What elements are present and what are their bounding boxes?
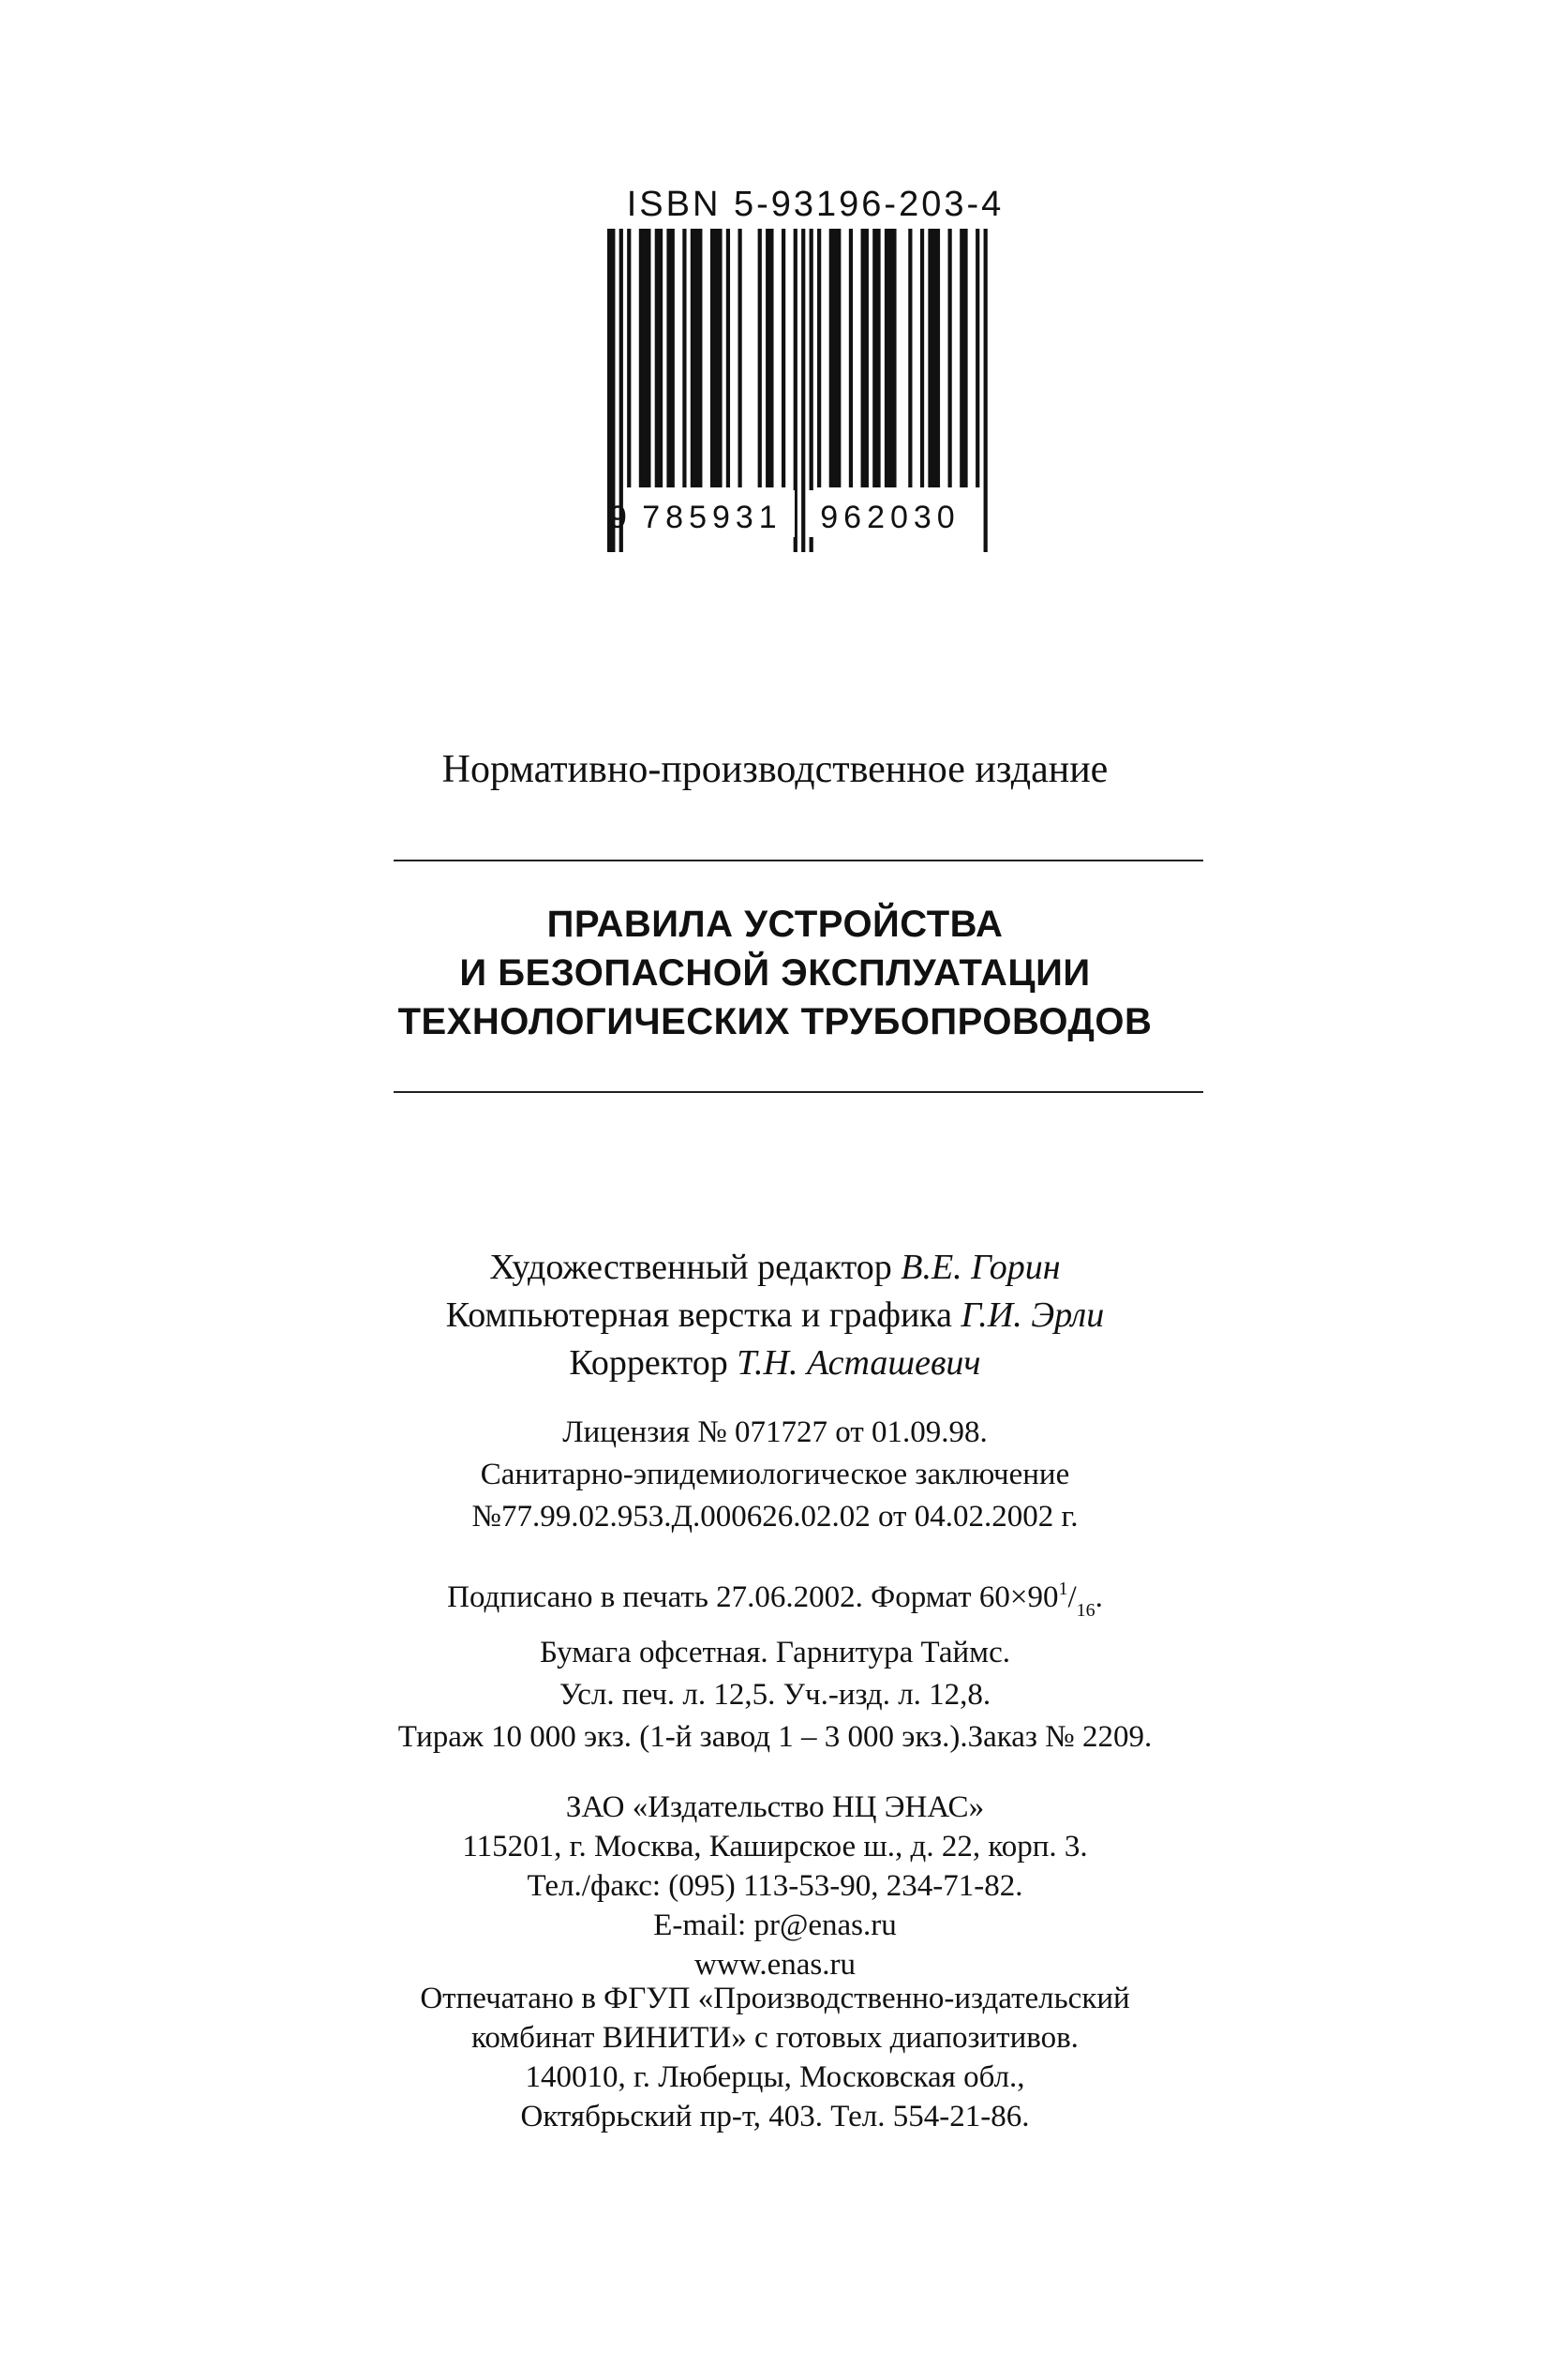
signed-line: Подписано в печать 27.06.2002. Формат $60\times 90^1/_{16}$. [447, 1579, 1103, 1621]
edition-type: Нормативно-производственное издание [441, 748, 1109, 791]
license-block [0, 1412, 1550, 1538]
barcode-bar [758, 229, 762, 487]
format-denominator: 16 [1076, 1600, 1095, 1621]
credit-name: Г.И. Эрли [961, 1295, 1105, 1335]
license-line: Санитарно-эпидемиологическое заключение [480, 1458, 1070, 1491]
barcode-bar [639, 229, 651, 487]
printer-line: комбинат ВИНИТИ» с готовых диапозитивов. [471, 2021, 1079, 2055]
license-line: №77.99.02.953.Д.000626.02.02 от 04.02.2002 г. [471, 1500, 1079, 1534]
title-line: ПРАВИЛА УСТРОЙСТВА [546, 904, 1004, 945]
publisher-line: 115201, г. Москва, Каширское ш., д. 22, корп. 3. [462, 1830, 1088, 1864]
barcode-bar [872, 229, 880, 487]
print-info-block [0, 1568, 1550, 1759]
credit-line [0, 1292, 1550, 1340]
divider-top [394, 860, 1203, 861]
divider-bottom [394, 1091, 1203, 1093]
barcode-bar [920, 229, 924, 487]
barcode-bar [948, 229, 952, 487]
print-info-line: Бумага офсетная. Гарнитура Таймс. [540, 1636, 1010, 1669]
printer-block [0, 1979, 1550, 2136]
print-info-line: Тираж 10 000 экз. (1-й завод 1 – 3 000 экз.).Заказ № 2209. [397, 1720, 1153, 1754]
printer-line: Октябрьский пр-т, 403. Тел. 554-21-86. [520, 2100, 1030, 2133]
isbn-label: ISBN [626, 185, 722, 224]
barcode-bar [726, 229, 730, 487]
barcode-bar [682, 229, 686, 487]
title-line: И БЕЗОПАСНОЙ ЭКСПЛУАТАЦИИ [459, 952, 1091, 994]
barcode-bar [817, 229, 821, 487]
barcode-bar [766, 229, 773, 487]
barcode-bar [885, 229, 897, 487]
signed-text: Подписано в печать 27.06.2002. Формат 60×90 [447, 1580, 1059, 1614]
book-title [0, 900, 1550, 1046]
credit-role: Художественный редактор [489, 1248, 892, 1287]
barcode-bar [655, 229, 663, 487]
barcode-bar [908, 229, 912, 487]
barcode-bar [861, 229, 869, 487]
barcode-digits-left: 785931 [642, 500, 782, 535]
barcode-bar [738, 229, 741, 487]
credit-name: В.Е. Горин [901, 1248, 1061, 1287]
barcode-bar [928, 229, 940, 487]
publisher-line: Тел./факс: (095) 113-53-90, 234-71-82. [527, 1869, 1023, 1903]
license-line: Лицензия № 071727 от 01.09.98. [562, 1415, 988, 1449]
credits [0, 1244, 1550, 1387]
credit-role: Корректор [569, 1343, 728, 1383]
barcode-bar [849, 229, 853, 487]
barcode-bar [829, 229, 842, 487]
isbn-number: 5-93196-203-4 [733, 185, 1005, 224]
format-numerator: 1 [1058, 1579, 1068, 1599]
printer-line: 140010, г. Люберцы, Московская обл., [525, 2060, 1025, 2094]
print-info-line: Усл. печ. л. 12,5. Уч.-изд. л. 12,8. [559, 1678, 991, 1712]
printer-line: Отпечатано в ФГУП «Производственно-издательский [420, 1982, 1130, 2015]
credit-role: Компьютерная верстка и графика [445, 1295, 953, 1335]
credit-line [0, 1340, 1550, 1387]
barcode-digits-right: 962030 [820, 500, 961, 535]
barcode-bar [782, 229, 785, 487]
credit-name: Т.Н. Асташевич [737, 1343, 981, 1383]
barcode-digit-lead: 9 [609, 500, 627, 535]
publisher-block [0, 1788, 1550, 1984]
publisher-website: www.enas.ru [694, 1948, 856, 1982]
publisher-email: E-mail: pr@enas.ru [653, 1908, 897, 1942]
barcode-bar [691, 229, 703, 487]
signed-suffix: . [1095, 1580, 1103, 1614]
publisher-line: ЗАО «Издательство НЦ ЭНАС» [565, 1790, 985, 1824]
barcode-digits [607, 490, 991, 537]
barcode-bar [976, 229, 979, 487]
credit-line [0, 1244, 1550, 1292]
barcode-bar [710, 229, 723, 487]
title-line: ТЕХНОЛОГИЧЕСКИХ ТРУБОПРОВОДОВ [397, 1001, 1153, 1042]
barcode-bar [666, 229, 674, 487]
isbn-line [0, 184, 1550, 225]
barcode-bar [627, 229, 631, 487]
barcode-bar [960, 229, 967, 487]
